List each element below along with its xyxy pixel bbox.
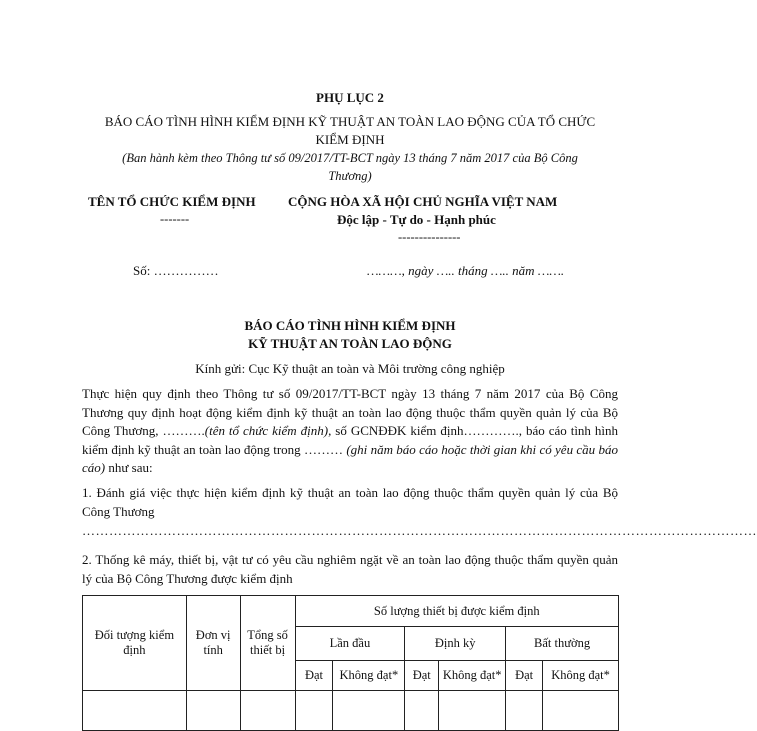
intro-paragraph [82, 385, 618, 478]
table-cell [405, 691, 439, 731]
table-cell [295, 691, 333, 731]
table-cell [83, 691, 187, 731]
document-title-line-1: BÁO CÁO TÌNH HÌNH KIỂM ĐỊNH KỸ THUẬT AN TOÀN LAO ĐỘNG CỦA TỔ CHỨC [104, 114, 596, 129]
motto-separator: --------------- [398, 230, 461, 244]
issued-note-line-1: (Ban hành kèm theo Thông tư số 09/2017/TT-BCT ngày 13 tháng 7 năm 2017 của Bộ Công [122, 151, 578, 165]
report-recipient: Kính gửi: Cục Kỹ thuật an toàn và Môi trường công nghiệp [195, 361, 505, 376]
table-cell [506, 691, 543, 731]
header-irregular-fail: Không đạt* [543, 661, 619, 691]
national-motto: Độc lập - Tự do - Hạnh phúc [337, 212, 496, 227]
document-number: Số: …………… [133, 263, 219, 278]
dotted-fill-line: …………………………………………………………………………………………………………………………………… [82, 523, 757, 538]
header-periodic-pass: Đạt [405, 661, 439, 691]
header-object: Đối tượng kiểm định [83, 596, 187, 691]
inspection-statistics-table [82, 595, 619, 731]
report-title-line-1: BÁO CÁO TÌNH HÌNH KIỂM ĐỊNH [244, 318, 456, 333]
intro-text-1: Thực hiện quy định theo Thông tư số 09/2017/TT-BCT ngày 13 tháng 7 năm 2017 của Bộ Công Thương quy định hoạt động kiểm định kỹ thuật an toàn lao động thuộc thẩm quyền quản lý của Bộ Công Thương, ………. [82, 386, 618, 438]
header-periodic: Định kỳ [405, 627, 506, 661]
section-2-heading: 2. Thống kê máy, thiết bị, vật tư có yêu cầu nghiêm ngặt về an toàn lao động thuộc thẩm quyền quản lý của Bộ Công Thương được kiểm định [82, 552, 618, 586]
organization-name: TÊN TỔ CHỨC KIỂM ĐỊNH [88, 194, 256, 209]
country-name: CỘNG HÒA XÃ HỘI CHỦ NGHĨA VIỆT NAM [288, 194, 558, 209]
table-cell [186, 691, 240, 731]
intro-text-2: , số GCNĐĐK kiểm định…………., báo cáo tình hình kiểm định kỹ thuật an toàn lao động trong ……… [82, 423, 619, 457]
intro-org-placeholder: (tên tổ chức kiểm định) [204, 423, 329, 438]
table-cell [240, 691, 295, 731]
document-title-line-2: KIỂM ĐỊNH [315, 132, 385, 147]
intro-text-3: như sau: [105, 460, 153, 475]
intro-period-placeholder: (ghi năm báo cáo hoặc thời gian khi có yêu cầu báo cáo) [82, 441, 618, 475]
header-inspected-count: Số lượng thiết bị được kiểm định [295, 596, 618, 627]
appendix-label: PHỤ LỤC 2 [316, 90, 384, 105]
header-unit: Đơn vị tính [186, 596, 240, 691]
header-total: Tổng số thiết bị [240, 596, 295, 691]
report-title-line-2: KỸ THUẬT AN TOÀN LAO ĐỘNG [248, 336, 452, 351]
header-periodic-fail: Không đạt* [439, 661, 506, 691]
date-line: ………, ngày ….. tháng ….. năm ……. [367, 263, 565, 278]
header-irregular: Bất thường [506, 627, 619, 661]
issued-note-line-2: Thương) [328, 169, 372, 183]
header-first-time: Lần đầu [295, 627, 405, 661]
table-cell [543, 691, 619, 731]
organization-separator: ------- [160, 212, 190, 226]
table-cell [439, 691, 506, 731]
table-cell [333, 691, 405, 731]
section-1-heading: 1. Đánh giá việc thực hiện kiểm định kỹ thuật an toàn lao động thuộc thẩm quyền quản lý của Bộ Công Thương [82, 485, 618, 519]
header-first-fail: Không đạt* [333, 661, 405, 691]
header-first-pass: Đạt [295, 661, 333, 691]
header-irregular-pass: Đạt [506, 661, 543, 691]
